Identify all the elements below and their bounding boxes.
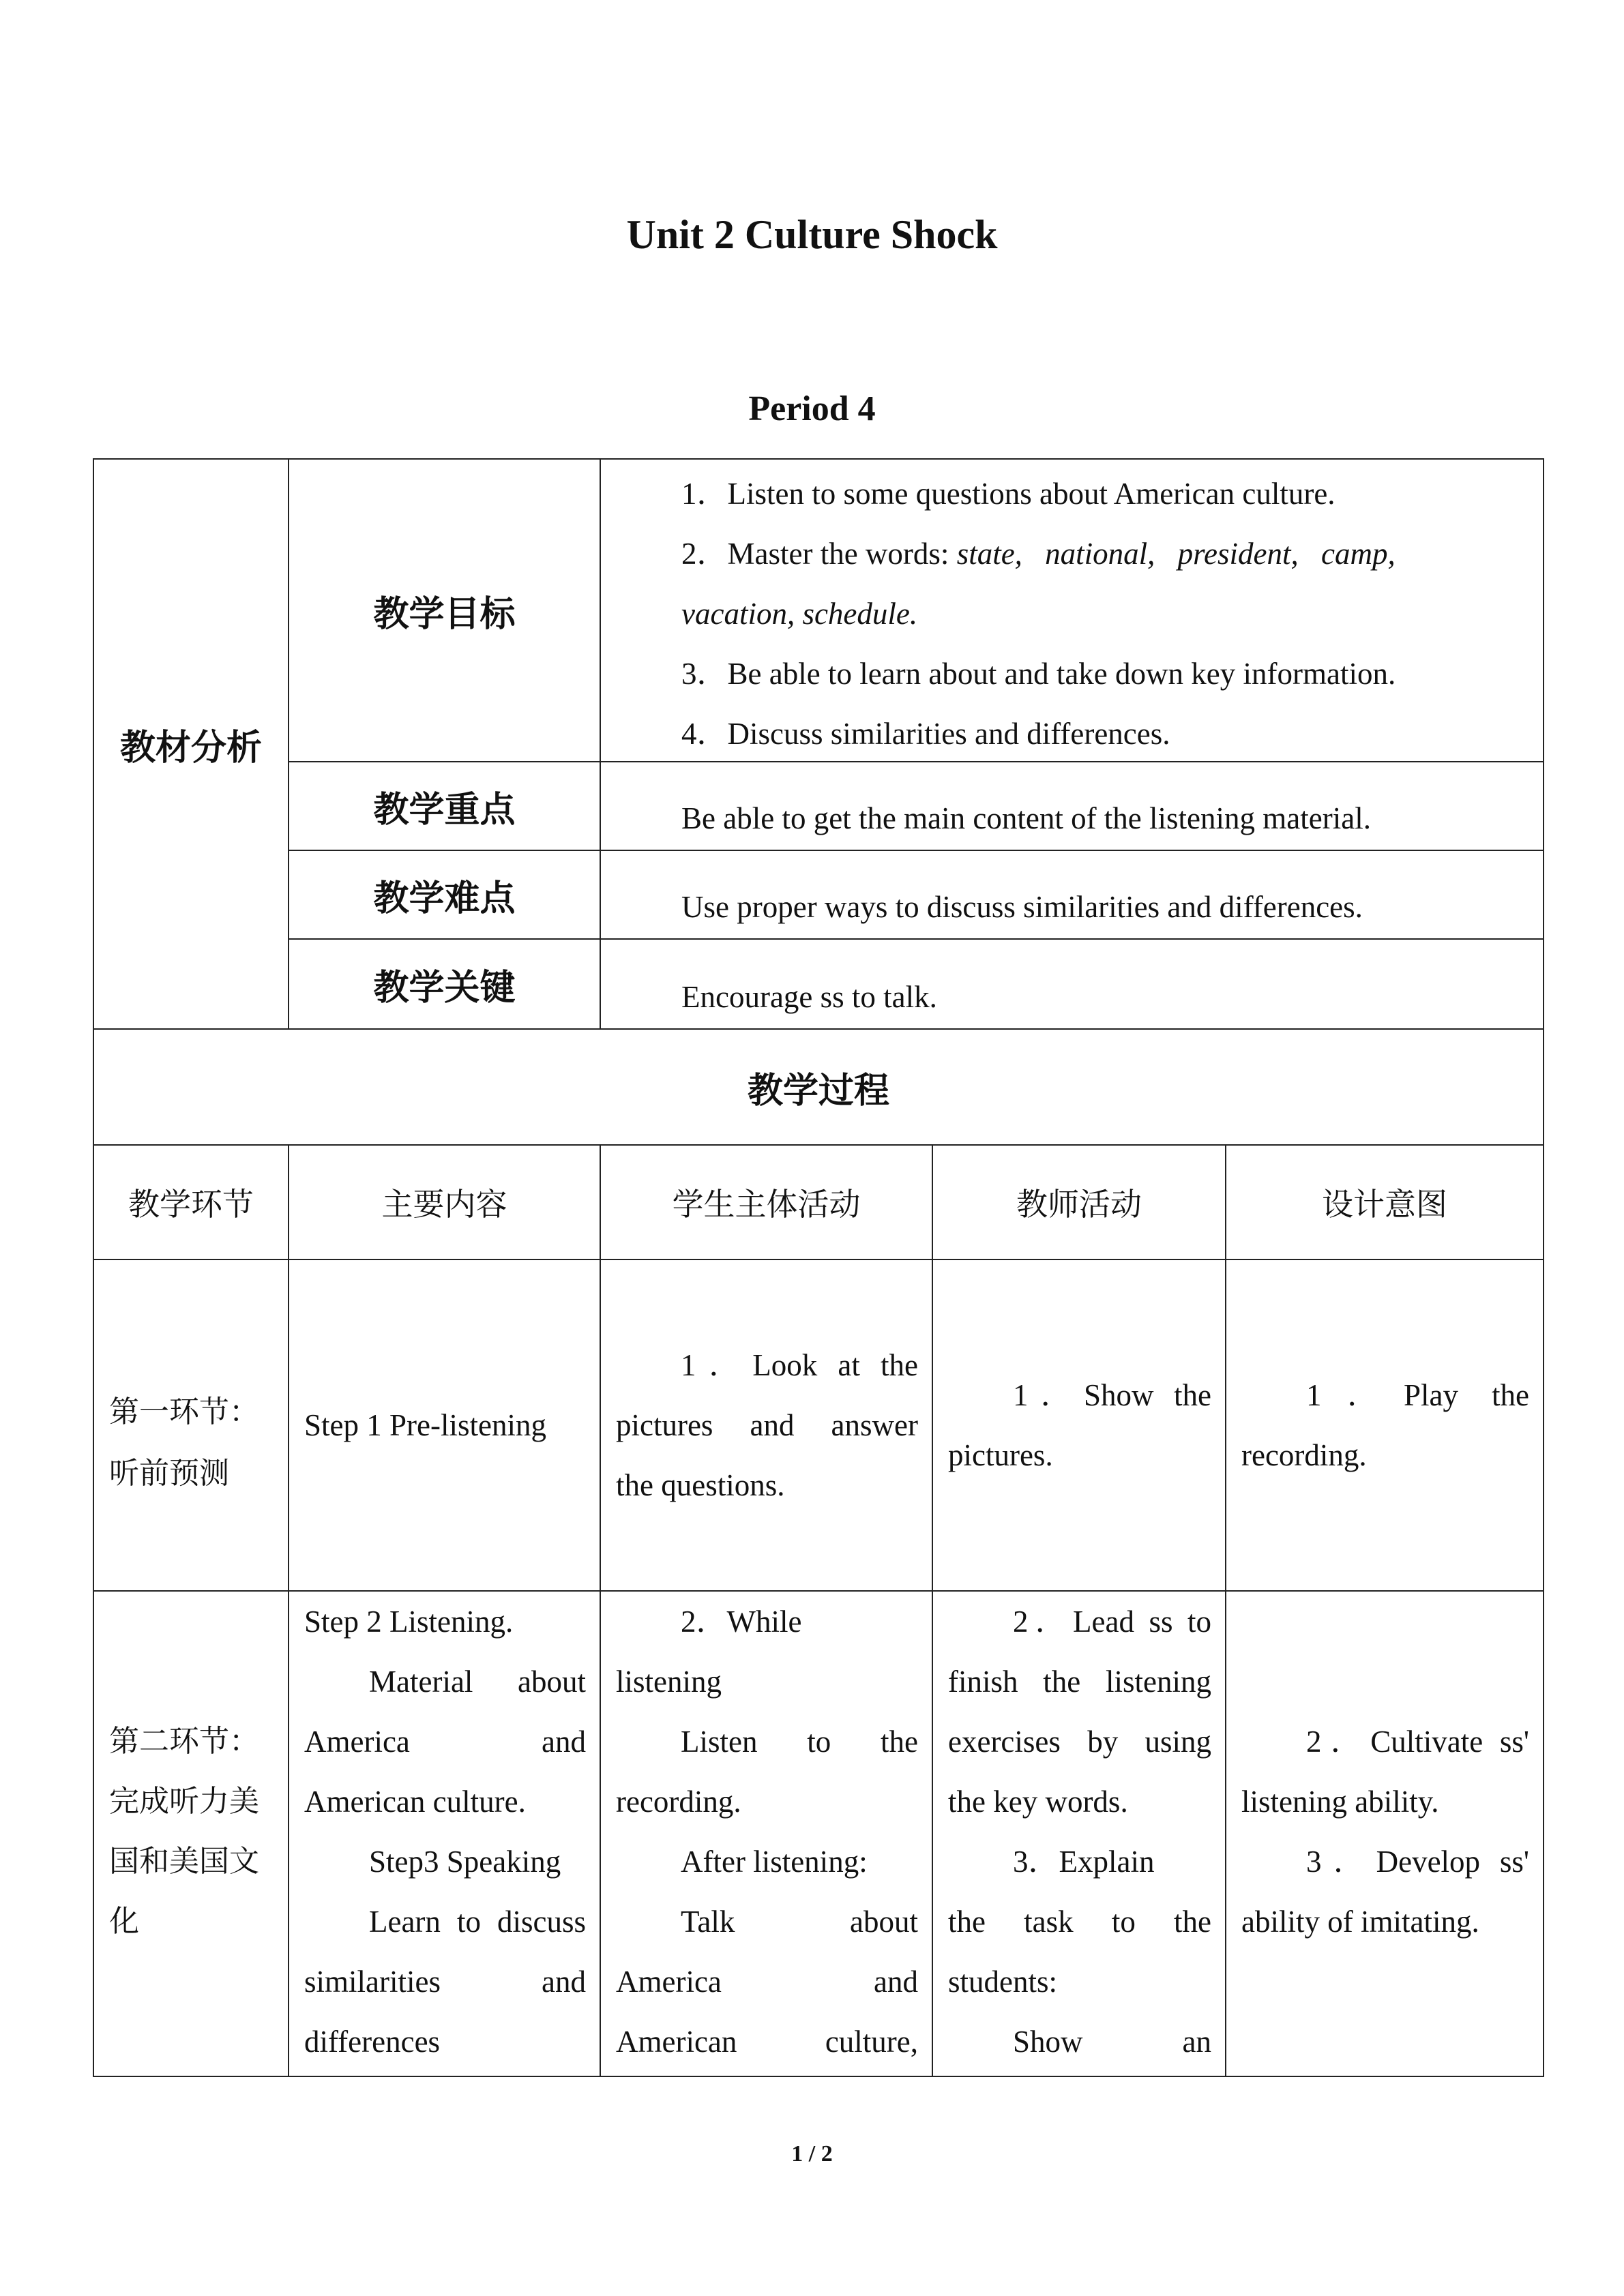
- row1-content-cell: [288, 1259, 601, 1592]
- row1-students-line: pictures and answer: [616, 1408, 918, 1442]
- objectives-cell: [600, 458, 1544, 762]
- row1-students-line: 1．Look at the: [681, 1348, 918, 1382]
- row2-intent-cell: [1225, 1590, 1544, 2077]
- row1-intent-cell: [1225, 1259, 1544, 1592]
- col-header-stage: 教学环节: [93, 1144, 289, 1260]
- objective-1: 1．Listen to some questions about American culture.: [681, 477, 1335, 511]
- row2-content-line: Material about: [369, 1665, 586, 1699]
- col-header-intent: 设计意图: [1225, 1144, 1544, 1260]
- row1-stage-line: 听前预测: [109, 1456, 229, 1491]
- row2-stage-line: 国和美国文: [109, 1844, 259, 1879]
- row2-content-line: Step3 Speaking: [369, 1845, 561, 1879]
- row2-content-line: Step 2 Listening.: [304, 1605, 514, 1639]
- objective-2-words: state, national, president, camp,: [956, 537, 1396, 571]
- process-heading: 教学过程: [93, 1028, 1544, 1146]
- row2-teacher-line: Show an: [1013, 2025, 1211, 2059]
- row2-students-line: 2．While: [681, 1605, 802, 1639]
- col-header-content: 主要内容: [288, 1144, 601, 1260]
- objective-2-lead: 2．Master the words:: [681, 537, 957, 571]
- row2-stage-line: 第二环节：: [109, 1724, 259, 1759]
- row2-intent-line: listening ability.: [1241, 1785, 1439, 1819]
- difficulties-text: Use proper ways to discuss similarities and differences.: [681, 890, 1363, 924]
- objective-2-words-cont: vacation, schedule.: [681, 597, 918, 631]
- objectives-label: 教学目标: [288, 458, 601, 762]
- row2-intent-line: ability of imitating.: [1241, 1905, 1479, 1939]
- row2-teacher-line: students:: [948, 1965, 1058, 1999]
- row1-stage-cell: [93, 1259, 289, 1592]
- row2-content-cell: [288, 1590, 601, 2077]
- key-label: 教学关键: [288, 938, 601, 1030]
- difficulties-label: 教学难点: [288, 850, 601, 940]
- key-cell: [600, 938, 1544, 1030]
- objective-3: 3．Be able to learn about and take down key information.: [681, 657, 1396, 691]
- row2-teacher-line: exercises by using: [948, 1725, 1211, 1759]
- row2-stage-line: 化: [109, 1904, 139, 1939]
- key-points-label: 教学重点: [288, 761, 601, 851]
- row2-content-line: America and: [304, 1725, 586, 1759]
- row2-intent-line: 3．Develop ss': [1306, 1845, 1529, 1879]
- row2-content-line: American culture.: [304, 1785, 526, 1819]
- row2-teacher-line: finish the listening: [948, 1665, 1211, 1699]
- key-points-text: Be able to get the main content of the listening material.: [681, 801, 1371, 835]
- row2-intent-line: 2．Cultivate ss': [1306, 1725, 1529, 1759]
- row1-intent-line: 1．Play the: [1306, 1378, 1529, 1412]
- row2-students-line: listening: [616, 1665, 722, 1699]
- row2-teacher-line: the key words.: [948, 1785, 1128, 1819]
- row2-stage-line: 完成听力美: [109, 1784, 259, 1819]
- period-heading: Period 4: [748, 389, 876, 428]
- page-number: 1 / 2: [791, 2141, 833, 2166]
- col-header-teacher: 教师活动: [932, 1144, 1226, 1260]
- row2-students-line: American culture,: [616, 2025, 918, 2059]
- row2-students-line: recording.: [616, 1785, 741, 1819]
- row2-teacher-line: 2．Lead ss to: [1013, 1605, 1211, 1639]
- row2-teacher-cell: [932, 1590, 1226, 2077]
- section-label-analysis: 教材分析: [93, 458, 289, 1030]
- row2-stage-cell: [93, 1590, 289, 2077]
- row1-teacher-cell: [932, 1259, 1226, 1592]
- row1-teacher-line: pictures.: [948, 1438, 1053, 1472]
- row2-students-line: After listening:: [681, 1845, 868, 1879]
- row1-students-cell: [600, 1259, 933, 1592]
- row1-stage-line: 第一环节：: [109, 1395, 259, 1429]
- objective-4: 4．Discuss similarities and differences.: [681, 717, 1170, 751]
- difficulties-cell: [600, 850, 1544, 940]
- col-header-students: 学生主体活动: [600, 1144, 933, 1260]
- row2-students-line: Talk about: [681, 1905, 918, 1939]
- row2-students-cell: [600, 1590, 933, 2077]
- key-points-cell: [600, 761, 1544, 851]
- row1-students-line: the questions.: [616, 1468, 785, 1502]
- key-text: Encourage ss to talk.: [681, 980, 937, 1014]
- row2-students-line: Listen to the: [681, 1725, 918, 1759]
- row2-teacher-line: the task to the: [948, 1905, 1211, 1939]
- row2-content-line: similarities and: [304, 1965, 586, 1999]
- row1-content-line: Step 1 Pre-listening: [304, 1408, 546, 1442]
- document-title: Unit 2 Culture Shock: [626, 212, 998, 257]
- row2-content-line: Learn to discuss: [369, 1905, 586, 1939]
- row1-intent-line: recording.: [1241, 1438, 1367, 1472]
- row1-teacher-line: 1．Show the: [1013, 1378, 1211, 1412]
- row2-content-line: differences: [304, 2025, 441, 2059]
- row2-teacher-line: 3．Explain: [1013, 1845, 1155, 1879]
- row2-students-line: America and: [616, 1965, 918, 1999]
